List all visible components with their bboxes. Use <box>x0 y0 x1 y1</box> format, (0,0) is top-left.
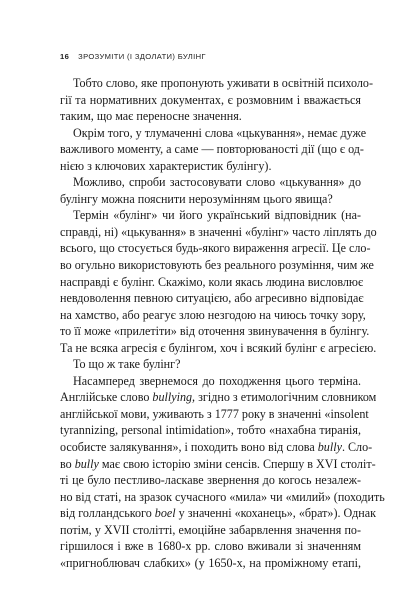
text-line: нією з ключових характеристик булінгу). <box>60 158 272 173</box>
emphasis: bully <box>317 440 342 455</box>
emphasis: bully <box>74 456 99 471</box>
text-line: потім, у XVII столітті, емоційне забарвлення значення по- <box>60 522 361 537</box>
text-line: во огульно використовують без реального розуміння, чим же <box>60 258 374 273</box>
text-line: булінгу можна пояснити нерозумінням цього явища? <box>60 191 333 206</box>
text-line: Англійське слово bullying, згідно з етимологічним словником <box>60 390 377 405</box>
text-line: таким, що має переносне значення. <box>60 109 242 124</box>
text-line: Та не всяка агресія є булінгом, хоч і всякий булінг є агресією. <box>60 340 377 355</box>
emphasis: boel <box>154 506 176 521</box>
page-number: 16 <box>60 52 70 61</box>
text-line: справді, ні) «цькування» в значенні «булінг» часто ліплять до <box>60 224 377 239</box>
text-line: англійської мови, уживають з 1777 року в значенні «insolent <box>60 406 369 421</box>
text-line: всього, що стосується будь-якого вираження агресії. Це сло- <box>60 241 371 256</box>
text-line: tyrannizing, personal intimidation», тобто «нахабна тиранія, <box>60 423 361 438</box>
text-line: особисте залякування», і походить воно від слова bully. Сло- <box>60 440 373 455</box>
text-line: від голландського boel у значенні «коханець», «брат»). Однак <box>60 506 376 521</box>
body-text <box>60 75 385 571</box>
text-line: невдоволення певною ситуацією, або агресивно відповідає <box>60 291 364 306</box>
running-title: ЗРОЗУМІТИ (І ЗДОЛАТИ) БУЛІНГ <box>78 52 206 61</box>
text-line: Тобто слово, яке пропонують уживати в освітній психоло- <box>73 76 374 90</box>
text-line: во bully має свою історію зміни сенсів. Спершу в XVI століт- <box>60 456 376 471</box>
text-line: важливого моменту, а саме — повторюваності дії (що є од- <box>60 142 364 157</box>
text-line: Окрім того, у тлумаченні слова «цькування», немає дуже <box>73 125 367 140</box>
text-line: гіршилося і вже в 1680-х рр. слово вживали зі значенням <box>60 539 361 554</box>
text-line: Насамперед звернемося до походження цього терміна. <box>73 373 361 388</box>
text-line: «пригноблювач слабких» (у 1650-х, на проміжному етапі, <box>60 555 361 570</box>
text-line: насправді є булінг. Скажімо, коли якась людина висловлює <box>60 274 364 289</box>
text-line: гії та нормативних документах, є розмовним і вважається <box>60 92 361 107</box>
text-line: Термін «булінг» чи його український відповідник (на- <box>73 208 361 223</box>
emphasis: bullying, <box>152 390 196 405</box>
text-line: То що ж таке булінг? <box>73 357 181 372</box>
text-line: то її може «прилетіти» від оточення звинувачення в булінгу. <box>60 324 370 339</box>
text-line: на хамство, або реагує злою незгодою на чиюсь точку зору, <box>60 307 366 322</box>
text-line: ті це було пестливо-ласкаве звернення до когось незалеж- <box>60 473 361 488</box>
running-head <box>60 52 206 61</box>
text-line: но від статі, на зразок сучасного «мила» чи «милий» (походить <box>60 489 385 504</box>
text-line: Можливо, спроби застосовувати слово «цькування» до <box>73 175 361 190</box>
